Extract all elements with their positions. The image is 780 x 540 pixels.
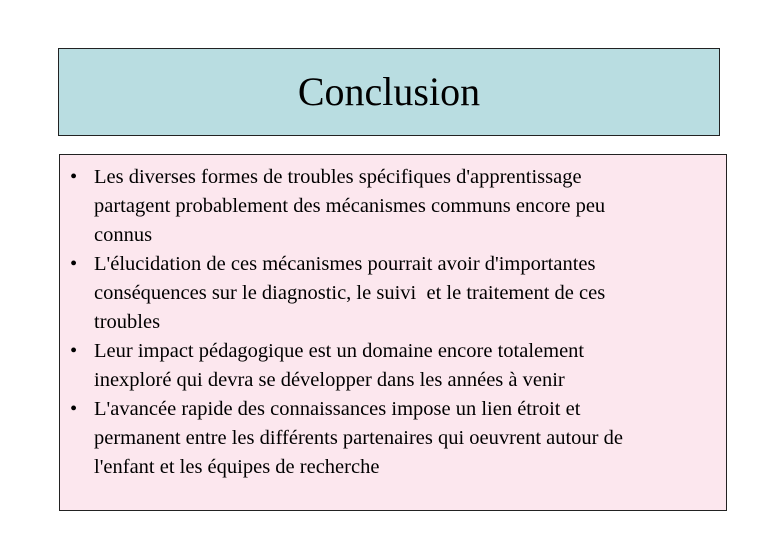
- bullet-line: L'avancée rapide des connaissances impose un lien étroit et: [94, 398, 581, 420]
- bullet-line: l'enfant et les équipes de recherche: [94, 456, 380, 478]
- bullet-line: permanent entre les différents partenaires qui oeuvrent autour de: [94, 427, 623, 449]
- bullet-line: inexploré qui devra se développer dans les années à venir: [94, 369, 565, 391]
- bullet-line: Leur impact pédagogique est un domaine encore totalement: [94, 340, 585, 362]
- bullet-item: [70, 395, 716, 482]
- bullet-line: conséquences sur le diagnostic, le suivi et le traitement de ces: [94, 282, 606, 304]
- bullet-icon: •: [70, 398, 78, 420]
- bullet-item: [70, 337, 716, 395]
- bullet-text: [94, 337, 716, 395]
- bullet-line: Les diverses formes de troubles spécifiques d'apprentissage: [94, 166, 582, 188]
- bullet-line: L'élucidation de ces mécanismes pourrait avoir d'importantes: [94, 253, 596, 275]
- bullet-text: [94, 250, 716, 337]
- slide-title: Conclusion: [297, 69, 481, 114]
- bullet-icon: •: [70, 253, 78, 275]
- bullet-icon: •: [70, 340, 78, 362]
- bullet-text: [94, 395, 716, 482]
- bullet-list: [70, 163, 716, 482]
- bullet-item: [70, 163, 716, 250]
- bullet-text: [94, 163, 716, 250]
- bullet-icon: •: [70, 166, 78, 188]
- bullet-line: partagent probablement des mécanismes communs encore peu: [94, 195, 606, 217]
- content-box: [59, 154, 727, 511]
- bullet-line: connus: [94, 224, 153, 246]
- title-box: [58, 48, 720, 136]
- bullet-line: troubles: [94, 311, 161, 333]
- bullet-item: [70, 250, 716, 337]
